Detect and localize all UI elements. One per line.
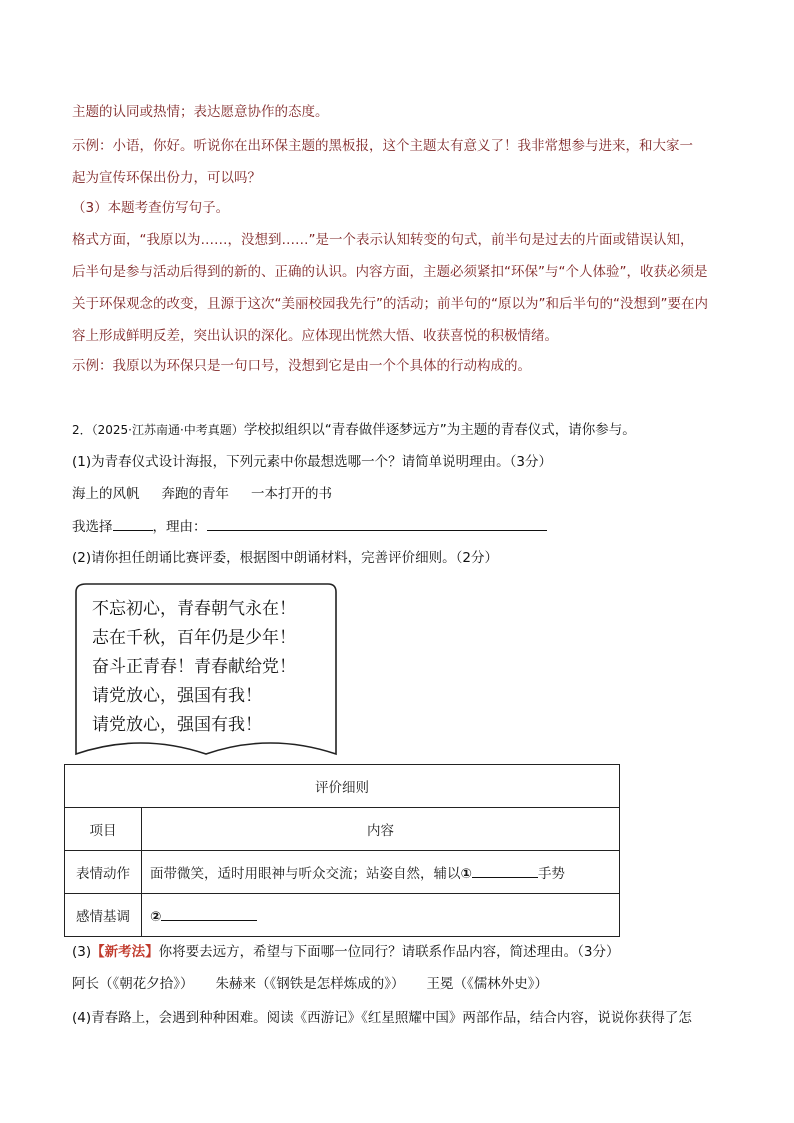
reason-label: ，理由：: [152, 519, 207, 535]
table-title: 评价细则: [65, 765, 620, 808]
row-label: 表情动作: [65, 851, 142, 894]
answer-line: 关于环保观念的改变，且源于这次“美丽校园我先行”的活动；前半句的“原以为”和后半句的“没想到”要在内: [72, 296, 708, 312]
poem-line: 奋斗正青春！青春献给党！: [92, 657, 296, 677]
person-option: 阿长（《朝花夕拾》）: [72, 976, 194, 992]
table-cell: [142, 851, 620, 894]
reason-blank[interactable]: [207, 516, 547, 531]
answer-blank[interactable]: [472, 863, 538, 878]
option: 一本打开的书: [251, 486, 332, 502]
sub-question-2: (2)请你担任朗诵比赛评委，根据图中朗诵材料，完善评价细则。（2分）: [72, 550, 498, 566]
question-text: 学校拟组织以“青春做伴逐梦远方”为主题的青春仪式，请你参与。: [243, 422, 636, 438]
choose-label: 我选择: [72, 519, 113, 535]
table-cell: [142, 894, 620, 937]
sub-question-4: (4)青春路上，会遇到种种困难。阅读《西游记》《红星照耀中国》两部作品，结合内容，说说你获得了怎: [72, 1010, 692, 1026]
blank-marker: ②: [150, 908, 162, 925]
question-number: 2．（2025·江苏南通·中考真题）: [72, 423, 244, 437]
sub-question-3: [72, 942, 619, 962]
person-option: 王冕（《儒林外史》）: [426, 976, 548, 992]
option: 海上的风帆: [72, 486, 140, 502]
answer-line: 示例：我原以为环保只是一句口号，没想到它是由一个个具体的行动构成的。: [72, 358, 531, 374]
options-row: [72, 484, 332, 504]
poem-line: 志在千秋，百年仍是少年！: [92, 628, 296, 648]
answer-line: 后半句是参与活动后得到的新的、正确的认识。内容方面，主题必须紧扣“环保”与“个人体验”，收获必须是: [72, 264, 708, 280]
row-text: 面带微笑，适时用眼神与听众交流；站姿自然，辅以: [150, 866, 461, 882]
poem-line: 请党放心，强国有我！: [92, 686, 262, 706]
answer-line: 容上形成鲜明反差，突出认识的深化。应体现出恍然大悟、收获喜悦的积极情绪。: [72, 328, 558, 344]
new-method-tag: 【新考法】: [91, 944, 159, 960]
poem-line: 不忘初心，青春朝气永在！: [92, 599, 296, 619]
answer-line: 示例：小语，你好。听说你在出环保主题的黑板报，这个主题太有意义了！我非常想参与进来，和大家一: [72, 138, 693, 154]
row-suffix: 手势: [537, 866, 565, 882]
evaluation-table: [64, 764, 620, 937]
blank-marker: ①: [460, 866, 472, 882]
sub-question-1: (1)为青春仪式设计海报，下列元素中你最想选哪一个？请简单说明理由。（3分）: [72, 454, 552, 470]
sub-question-text: 你将要去远方，希望与下面哪一位同行？请联系作品内容，简述理由。（3分）: [158, 944, 620, 960]
answer-line: 格式方面，“我原以为……，没想到……”是一个表示认知转变的句式，前半句是过去的片面或错误认知，: [72, 232, 694, 248]
choice-blank[interactable]: [113, 516, 153, 531]
table-header: 项目: [65, 808, 142, 851]
answer-row: [72, 516, 547, 537]
people-row: [72, 974, 548, 994]
table-header: 内容: [142, 808, 620, 851]
option: 奔跑的青年: [161, 486, 229, 502]
answer-line: 主题的认同或热情；表达愿意协作的态度。: [72, 104, 329, 120]
person-option: 朱赫来（《钢铁是怎样炼成的》）: [215, 976, 405, 992]
answer-blank[interactable]: [161, 906, 257, 921]
question-stem: [72, 420, 636, 440]
answer-line: （3）本题考查仿写句子。: [72, 200, 230, 216]
poem-line: 请党放心，强国有我！: [92, 715, 262, 735]
row-label: 感情基调: [65, 894, 142, 937]
sub-question-number: (3): [72, 944, 92, 960]
answer-line: 起为宣传环保出份力，可以吗？: [72, 170, 261, 186]
